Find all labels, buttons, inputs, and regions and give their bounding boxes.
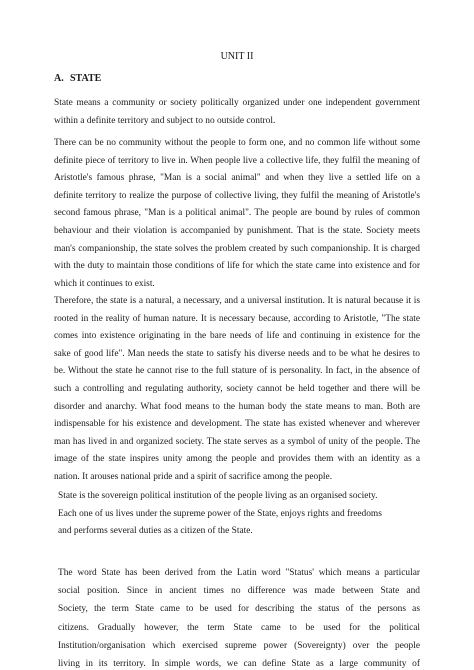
statement-line: and performs several duties as a citizen of the State.	[58, 526, 253, 537]
paragraph-line: State means a community or society politically organized under one independent government	[54, 98, 420, 108]
paragraph-line: comes into existence originating in the bare needs of life and continuing in existence for the	[54, 331, 420, 342]
paragraph-line: There can be no community without the people to form one, and no common life without some	[54, 138, 420, 148]
paragraph-line: social position. Since in ancient times no difference was made between State and	[58, 586, 420, 597]
section-number: A.	[54, 73, 64, 84]
paragraph-line: Society, the term State came to be used for describing the status of the persons as	[58, 604, 420, 615]
paragraph-line: within a definite territory and subject to no outside control.	[54, 115, 276, 126]
paragraph-line: second famous phrase, "Man is a political animal". The people are bound by rules of common	[54, 208, 420, 219]
statement-line: Each one of us lives under the supreme power of the State, enjoys rights and freedoms	[58, 508, 382, 519]
paragraph-line: which it continues to exist.	[54, 278, 155, 289]
sovereignty-statement	[58, 488, 420, 541]
paragraph-line: man's companionship, the state solves the problem created by such companionship. It is charged	[54, 243, 420, 254]
paragraph-line: definite piece of territory to live in. When people live a collective life, they fulfil the meaning of	[54, 155, 420, 166]
unit-title: UNIT II	[220, 51, 254, 62]
section-heading	[54, 73, 101, 85]
paragraph-line: indispensable for his existence and development. The state has existed whenever and wherever	[54, 419, 420, 430]
paragraph-line: with the duty to maintain those conditions of life for which the state came into existence and for	[54, 261, 420, 272]
paragraph-line: Institution/organisation which exercised supreme power (Sovereignty) over the people	[58, 640, 420, 651]
section-title: STATE	[70, 73, 102, 84]
paragraph-etymology	[58, 564, 420, 670]
paragraph-definition	[54, 95, 420, 130]
paragraph-line: disorder and anarchy. What food means to the human body the state means to man. Both are	[54, 401, 420, 412]
paragraph-line: citizens. Gradually however, the term State came to be used for the political	[58, 622, 420, 633]
paragraph-line: man has lived in and organized society. The state serves as a symbol of unity of the people. The	[54, 436, 420, 447]
paragraph-line: living in its territory. In simple words, we can define State as a large community of	[58, 659, 420, 670]
paragraph-line: be. Without the state he cannot rise to the full stature of is personality. In fact, in the absence of	[54, 366, 420, 377]
paragraph-line: nation. It arouses national pride and a spirit of sacrifice among the people.	[54, 471, 333, 482]
paragraph-line: behaviour and their violation is accompanied by punishment. That is the state. Society meets	[54, 225, 420, 236]
paragraph-line: image of the state inspires unity among the people and provides them with an identity as a	[54, 454, 420, 465]
paragraph-line: definite territory to realize the purpose of collective living, they fulfil the meaning of Aristotle's	[54, 190, 420, 201]
paragraph-natural-institution	[54, 293, 420, 487]
paragraph-line: The word State has been derived from the Latin word "Status' which means a particular	[58, 568, 420, 578]
paragraph-line: such a controlling and regulating authority, society cannot be held together and there will be	[54, 383, 420, 394]
paragraph-line: Aristotle's famous phrase, "Man is a social animal" and when they live a settled life on a	[54, 173, 420, 184]
statement-line: State is the sovereign political institution of the people living as an organised society.	[58, 491, 378, 501]
paragraph-line: rooted in the reality of human nature. It is necessary because, according to Aristotle, "The state	[54, 313, 420, 324]
paragraph-community	[54, 135, 420, 293]
paragraph-line: Therefore, the state is a natural, a necessary, and a universal institution. It is natural because it is	[54, 296, 420, 306]
paragraph-line: sake of good life". Man needs the state to satisfy his diverse needs and to be what he desires to	[54, 348, 420, 359]
